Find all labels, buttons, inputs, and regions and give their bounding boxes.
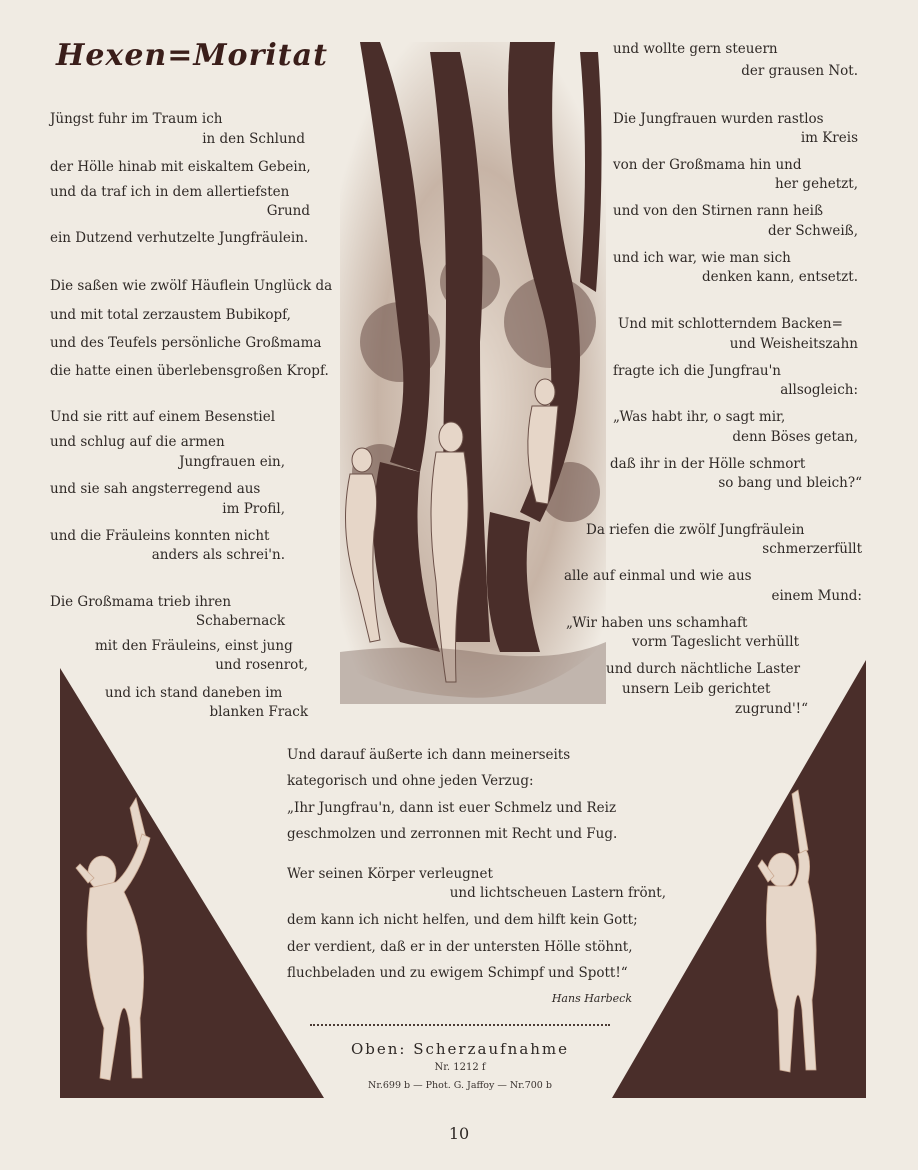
poem-line: Da riefen die zwölf Jungfräulein <box>586 522 805 538</box>
poem-line: ein Dutzend verhutzelte Jungfräulein. <box>50 230 309 246</box>
poem-line: her gehetzt, <box>775 176 858 192</box>
caption-credit: Nr.699 b — Phot. G. Jaffoy — Nr.700 b <box>368 1080 552 1091</box>
poem-line: alle auf einmal und wie aus <box>564 568 752 584</box>
poem-line: Und mit schlotterndem Backen= <box>618 316 843 332</box>
poem-line: fragte ich die Jungfrau'n <box>613 363 781 379</box>
poem-line: unsern Leib gerichtet <box>622 681 771 697</box>
poem-line: dem kann ich nicht helfen, und dem hilft kein Gott; <box>287 912 638 928</box>
poem-line: denn Böses getan, <box>732 429 858 445</box>
poem-line: Jungfrauen ein, <box>179 454 285 470</box>
right-triangle-photograph <box>612 660 866 1098</box>
poem-line: die hatte einen überlebensgroßen Kropf. <box>50 363 329 379</box>
poem-line: und da traf ich in dem allertiefsten <box>50 184 290 200</box>
poem-line: allsogleich: <box>780 382 858 398</box>
poem-line: zugrund'!“ <box>735 701 808 717</box>
caption-title: Oben: Scherzaufnahme <box>350 1040 570 1058</box>
poem-line: und die Fräuleins konnten nicht <box>50 528 270 544</box>
poem-line: der verdient, daß er in der untersten Hölle stöhnt, <box>287 939 633 955</box>
poem-line: Die saßen wie zwölf Häuflein Unglück da <box>50 278 333 294</box>
poem-line: im Kreis <box>800 130 858 146</box>
poem-line: und lichtscheuen Lastern frönt, <box>449 885 666 901</box>
poem-line: und des Teufels persönliche Großmama <box>50 335 322 351</box>
poem-line: Wer seinen Körper verleugnet <box>287 866 493 882</box>
poem-line: Grund <box>266 203 310 219</box>
poem-line: anders als schrei'n. <box>151 547 285 563</box>
poem-line: fluchbeladen und zu ewigem Schimpf und Spott!“ <box>287 965 628 981</box>
dotted-divider <box>310 1024 610 1026</box>
poem-line: blanken Frack <box>209 704 308 720</box>
poem-line: so bang und bleich?“ <box>718 475 862 491</box>
author-name: Hans Harbeck <box>551 992 632 1005</box>
caption-number: Nr. 1212 f <box>434 1062 486 1073</box>
poem-title: Hexen=Moritat <box>56 38 328 73</box>
poem-line: Die Großmama trieb ihren <box>50 594 232 610</box>
poem-line: Schabernack <box>195 613 285 629</box>
page-number: 10 <box>448 1124 470 1143</box>
poem-line: und sie sah angsterregend aus <box>50 481 261 497</box>
poem-line: daß ihr in der Hölle schmort <box>610 456 806 472</box>
poem-line: und durch nächtliche Laster <box>606 661 801 677</box>
poem-line: denken kann, entsetzt. <box>702 269 858 285</box>
poem-line: und Weisheitszahn <box>729 336 858 352</box>
poem-line: in den Schlund <box>202 131 305 147</box>
poem-line: der Hölle hinab mit eiskaltem Gebein, <box>50 159 311 175</box>
poem-line: einem Mund: <box>771 588 862 604</box>
poem-line: „Wir haben uns schamhaft <box>566 615 748 631</box>
poem-line: „Was habt ihr, o sagt mir, <box>613 409 786 425</box>
poem-line: mit den Fräuleins, einst jung <box>95 638 293 654</box>
poem-line: und schlug auf die armen <box>50 434 225 450</box>
poem-line: und mit total zerzaustem Bubikopf, <box>50 307 291 323</box>
poem-line: kategorisch und ohne jeden Verzug: <box>287 773 534 789</box>
poem-line: und wollte gern steuern <box>613 41 778 57</box>
poem-line: und rosenrot, <box>215 657 308 673</box>
poem-line: geschmolzen und zerronnen mit Recht und Fug. <box>287 826 618 842</box>
poem-line: vorm Tageslicht verhüllt <box>632 634 799 650</box>
poem-line: Jüngst fuhr im Traum ich <box>50 111 223 127</box>
poem-line: von der Großmama hin und <box>613 157 802 173</box>
poem-line: und von den Stirnen rann heiß <box>613 203 823 219</box>
poem-line: der Schweiß, <box>767 223 858 239</box>
poem-line: Die Jungfrauen wurden rastlos <box>613 111 824 127</box>
poem-line: der grausen Not. <box>741 63 858 79</box>
poem-line: Und sie ritt auf einem Besenstiel <box>50 409 276 425</box>
left-triangle-photograph <box>60 668 324 1098</box>
poem-line: Und darauf äußerte ich dann meinerseits <box>287 747 571 763</box>
poem-line: „Ihr Jungfrau'n, dann ist euer Schmelz und Reiz <box>287 800 617 816</box>
poem-line: im Profil, <box>222 501 285 517</box>
poem-line: und ich stand daneben im <box>105 685 283 701</box>
poem-line: schmerzerfüllt <box>762 541 862 557</box>
poem-line: und ich war, wie man sich <box>613 250 791 266</box>
center-photograph <box>340 42 606 704</box>
